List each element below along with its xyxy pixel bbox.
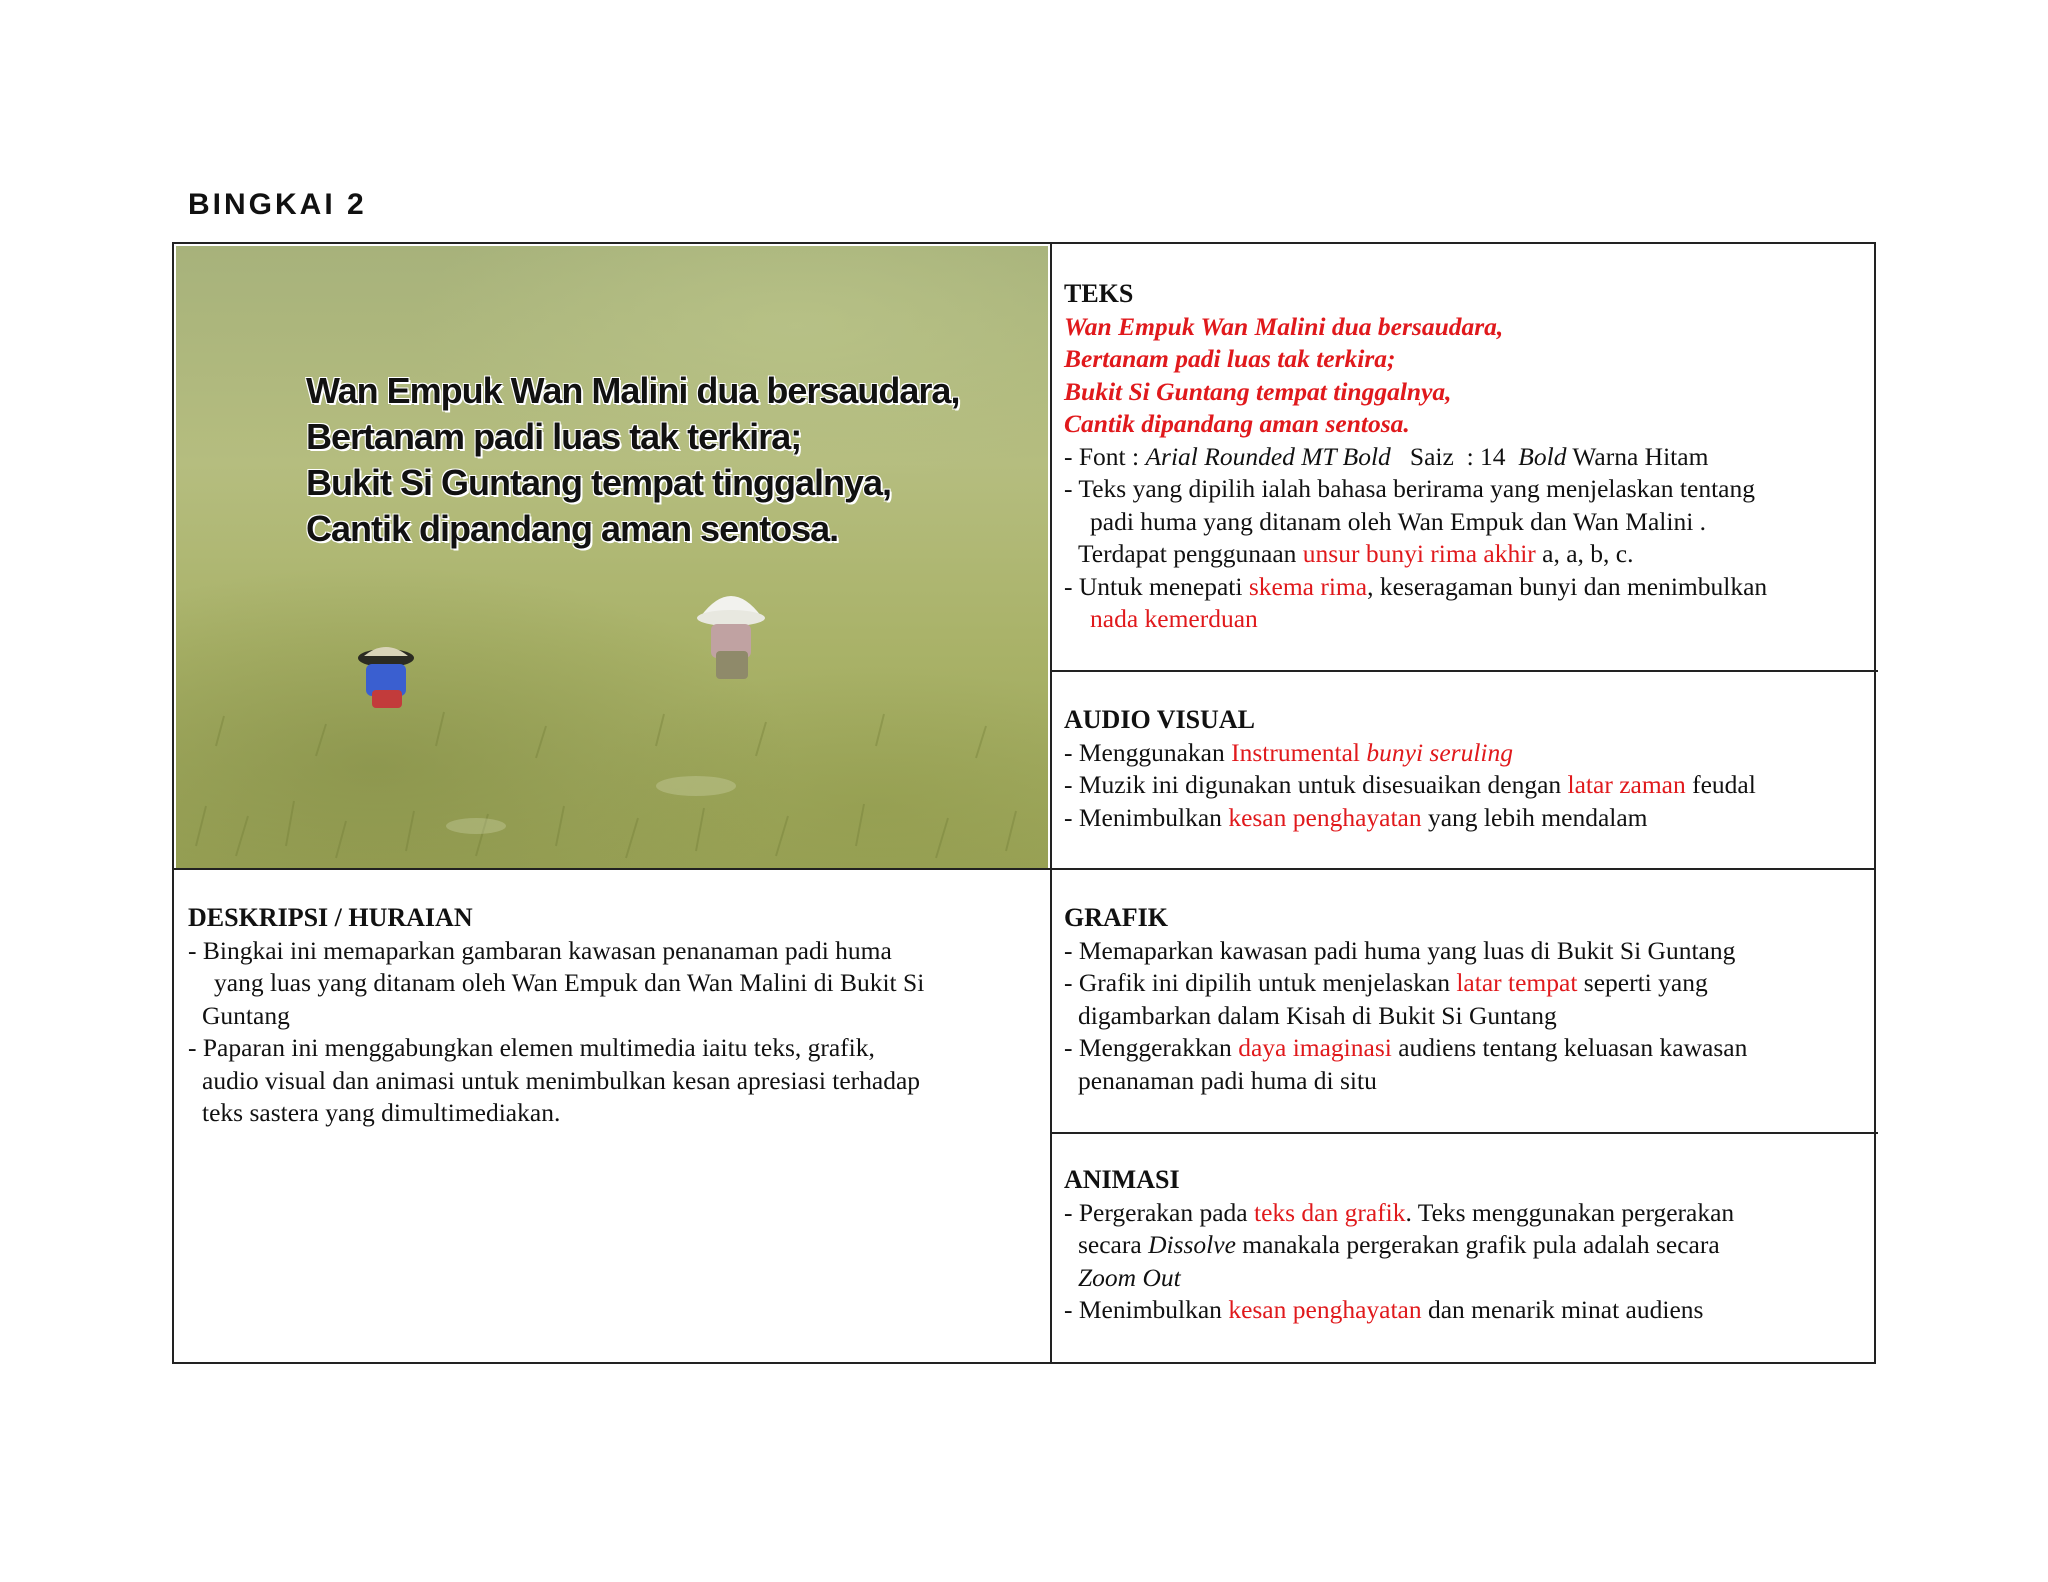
highlight-span: daya imaginasi bbox=[1238, 1033, 1392, 1062]
audio-heading: AUDIO VISUAL bbox=[1064, 705, 1255, 734]
grafik-bullet bbox=[1064, 967, 1864, 1000]
teks-bullet bbox=[1064, 571, 1864, 604]
text-span: - Menimbulkan bbox=[1064, 1295, 1229, 1324]
deskripsi-bullet: - Bingkai ini memaparkan gambaran kawasan penanaman padi huma bbox=[188, 935, 892, 965]
highlight-span: kesan penghayatan bbox=[1228, 1295, 1422, 1324]
audio-bullet bbox=[1064, 737, 1864, 770]
poem-line: Cantik dipandang aman sentosa. bbox=[1064, 409, 1410, 438]
font-name: Arial Rounded MT Bold bbox=[1145, 441, 1391, 471]
teks-heading: TEKS bbox=[1064, 279, 1134, 308]
text-span: . Teks menggunakan pergerakan bbox=[1405, 1197, 1735, 1227]
text-span: a, a, b, c. bbox=[1535, 539, 1634, 568]
teks-bullet-cont: nada kemerduan bbox=[1090, 604, 1258, 633]
animasi-bullet bbox=[1064, 1294, 1864, 1327]
column-divider bbox=[1050, 244, 1052, 1362]
grafik-section bbox=[1064, 902, 1864, 1097]
font-color: Warna Hitam bbox=[1566, 441, 1709, 471]
highlight-span: bunyi seruling bbox=[1366, 737, 1514, 767]
animasi-bullet-cont: Zoom Out bbox=[1078, 1262, 1181, 1292]
text-span: dan menarik minat audiens bbox=[1421, 1295, 1704, 1324]
highlight-span: skema rima bbox=[1248, 571, 1368, 601]
deskripsi-bullet: - Paparan ini menggabungkan elemen multimedia iaitu teks, grafik, bbox=[188, 1033, 875, 1062]
deskripsi-section bbox=[188, 902, 1038, 1130]
font-spec bbox=[1064, 441, 1864, 474]
deskripsi-bullet-cont: teks sastera yang dimultimediakan. bbox=[202, 1098, 561, 1127]
deskripsi-bullet-cont: Guntang bbox=[202, 1000, 290, 1030]
text-span: - Muzik ini digunakan untuk disesuaikan dengan bbox=[1064, 770, 1568, 799]
text-span: audiens tentang keluasan kawasan bbox=[1391, 1033, 1748, 1062]
deskripsi-bullet-cont: yang luas yang ditanam oleh Wan Empuk dan Wan Malini di Bukit Si bbox=[214, 968, 925, 997]
storyboard-table bbox=[172, 242, 1876, 1364]
overlay-line: Bertanam padi luas tak terkira; bbox=[306, 416, 802, 457]
farmer-right bbox=[697, 596, 765, 679]
highlight-span: latar zaman bbox=[1567, 770, 1686, 799]
teks-section bbox=[1064, 278, 1864, 636]
teks-bullet-cont: padi huma yang ditanam oleh Wan Empuk dan Wan Malini . bbox=[1090, 506, 1707, 536]
row-divider bbox=[1050, 670, 1878, 672]
text-span: - Menimbulkan bbox=[1064, 802, 1229, 832]
text-span: Terdapat penggunaan bbox=[1078, 539, 1303, 568]
audio-bullet bbox=[1064, 769, 1864, 802]
highlight-span: unsur bunyi rima akhir bbox=[1302, 539, 1536, 568]
teks-bullet: - Teks yang dipilih ialah bahasa berirama yang menjelaskan tentang bbox=[1064, 474, 1755, 503]
italic-span: Dissolve bbox=[1148, 1230, 1236, 1259]
animasi-heading: ANIMASI bbox=[1064, 1165, 1180, 1194]
image-overlay-text bbox=[306, 368, 959, 552]
audio-visual-section bbox=[1064, 704, 1864, 834]
farmer-left bbox=[358, 647, 414, 708]
animasi-section bbox=[1064, 1164, 1864, 1327]
font-bold: Bold bbox=[1518, 441, 1567, 471]
text-span: yang lebih mendalam bbox=[1421, 802, 1648, 832]
text-span: - Menggunakan bbox=[1064, 737, 1232, 767]
animasi-bullet-cont bbox=[1064, 1229, 1864, 1262]
highlight-span: Instrumental bbox=[1231, 737, 1367, 767]
page-title: BINGKAI 2 bbox=[188, 188, 367, 221]
poem-line: Wan Empuk Wan Malini dua bersaudara, bbox=[1064, 311, 1504, 341]
highlight-span: teks dan grafik bbox=[1253, 1197, 1406, 1227]
text-span: - Pergerakan pada bbox=[1064, 1197, 1254, 1227]
deskripsi-bullet-cont: audio visual dan animasi untuk menimbulkan kesan apresiasi terhadap bbox=[202, 1065, 921, 1095]
font-prefix: - Font : bbox=[1064, 441, 1146, 471]
overlay-line: Cantik dipandang aman sentosa. bbox=[306, 508, 839, 549]
grafik-heading: GRAFIK bbox=[1064, 903, 1168, 932]
poem-line: Bukit Si Guntang tempat tinggalnya, bbox=[1064, 376, 1452, 406]
highlight-span: kesan penghayatan bbox=[1228, 802, 1422, 832]
text-span: feudal bbox=[1685, 770, 1756, 799]
grafik-bullet-cont: digambarkan dalam Kisah di Bukit Si Guntang bbox=[1078, 1000, 1557, 1030]
text-span: seperti yang bbox=[1577, 968, 1708, 997]
text-span: - Untuk menepati bbox=[1064, 571, 1249, 601]
poem-line: Bertanam padi luas tak terkira; bbox=[1064, 344, 1396, 373]
grafik-bullet bbox=[1064, 1032, 1864, 1065]
deskripsi-heading: DESKRIPSI / HURAIAN bbox=[188, 903, 473, 932]
highlight-span: latar tempat bbox=[1456, 968, 1578, 997]
grafik-bullet: - Memaparkan kawasan padi huma yang luas di Bukit Si Guntang bbox=[1064, 935, 1736, 965]
rice-field-illustration bbox=[176, 246, 1048, 868]
text-span: - Menggerakkan bbox=[1064, 1033, 1239, 1062]
text-span: manakala pergerakan grafik pula adalah secara bbox=[1235, 1230, 1720, 1259]
overlay-line: Wan Empuk Wan Malini dua bersaudara, bbox=[306, 370, 960, 411]
font-size: Saiz : 14 bbox=[1390, 441, 1519, 471]
overlay-line: Bukit Si Guntang tempat tinggalnya, bbox=[306, 462, 892, 503]
rice-field-image bbox=[176, 246, 1048, 868]
text-span: , keseragaman bunyi dan menimbulkan bbox=[1367, 571, 1768, 601]
audio-bullet bbox=[1064, 802, 1864, 835]
text-span: secara bbox=[1078, 1230, 1149, 1259]
grafik-bullet-cont: penanaman padi huma di situ bbox=[1078, 1065, 1377, 1095]
row-divider bbox=[1050, 1132, 1878, 1134]
teks-bullet-cont bbox=[1064, 538, 1864, 571]
animasi-bullet bbox=[1064, 1197, 1864, 1230]
row-divider bbox=[174, 868, 1874, 870]
text-span: - Grafik ini dipilih untuk menjelaskan bbox=[1064, 968, 1457, 997]
